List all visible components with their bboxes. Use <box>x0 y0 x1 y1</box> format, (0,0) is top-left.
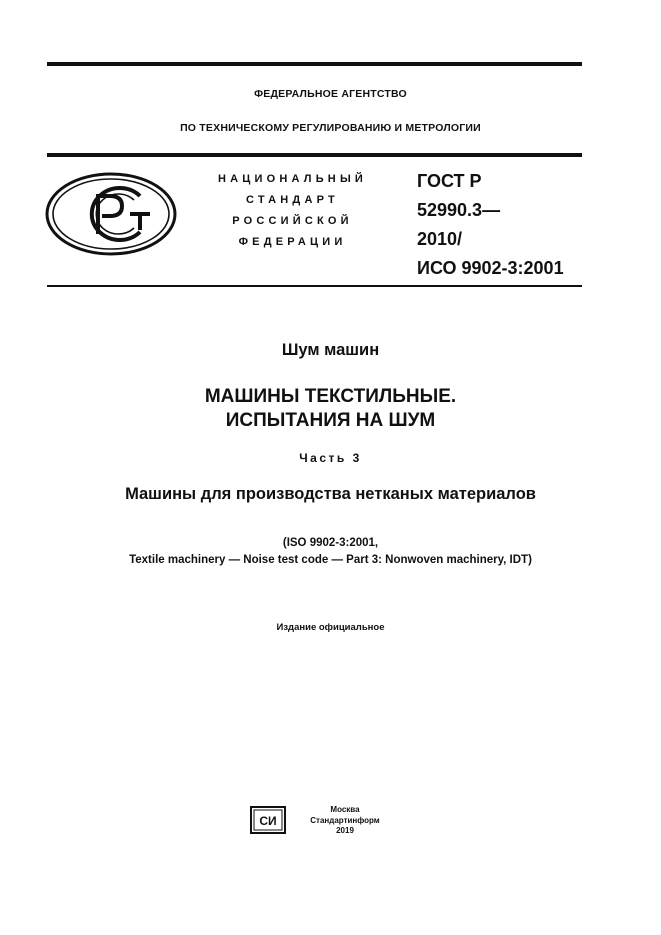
part-title: Машины для производства нетканых материалов <box>125 485 536 503</box>
designation-line: 52990.3— <box>417 200 501 220</box>
publisher-name: Стандартинформ <box>310 815 380 825</box>
agency-line-2: ПО ТЕХНИЧЕСКОМУ РЕГУЛИРОВАНИЮ И МЕТРОЛОГИИ <box>180 122 481 134</box>
subject-title: Шум машин <box>281 341 380 359</box>
publisher-city: Москва <box>330 805 360 814</box>
standard-type <box>190 169 395 253</box>
header-rule <box>47 153 582 157</box>
designation-line: 2010/ <box>417 229 463 249</box>
standard-type-line: РОССИЙСКОЙ <box>232 215 353 227</box>
iso-reference-line-2: Textile machinery — Noise test code — Part 3: Nonwoven machinery, IDT) <box>129 554 532 566</box>
rst-certification-logo <box>44 172 178 256</box>
main-title-line-1: МАШИНЫ ТЕКСТИЛЬНЫЕ. <box>204 386 457 407</box>
standard-type-line: ФЕДЕРАЦИИ <box>238 236 347 248</box>
publisher-block <box>290 805 400 837</box>
standard-type-line: НАЦИОНАЛЬНЫЙ <box>217 173 368 185</box>
main-title-line-2: ИСПЫТАНИЯ НА ШУМ <box>225 410 436 431</box>
designation-line: ИСО 9902-3:2001 <box>417 258 564 278</box>
standard-type-line: СТАНДАРТ <box>246 194 339 206</box>
iso-reference-line-1: (ISO 9902-3:2001, <box>282 537 379 549</box>
part-number: Часть 3 <box>299 451 362 465</box>
standartinform-logo <box>250 806 286 834</box>
edition-label: Издание официальное <box>276 622 385 633</box>
designation-line: ГОСТ Р <box>417 171 482 191</box>
publisher-logo-text: СИ <box>259 814 277 828</box>
agency-line-1: ФЕДЕРАЛЬНОЕ АГЕНТСТВО <box>254 88 407 100</box>
top-rule <box>47 62 582 66</box>
standard-designation <box>417 167 597 283</box>
publisher-year: 2019 <box>336 826 354 835</box>
designation-rule <box>47 285 582 287</box>
